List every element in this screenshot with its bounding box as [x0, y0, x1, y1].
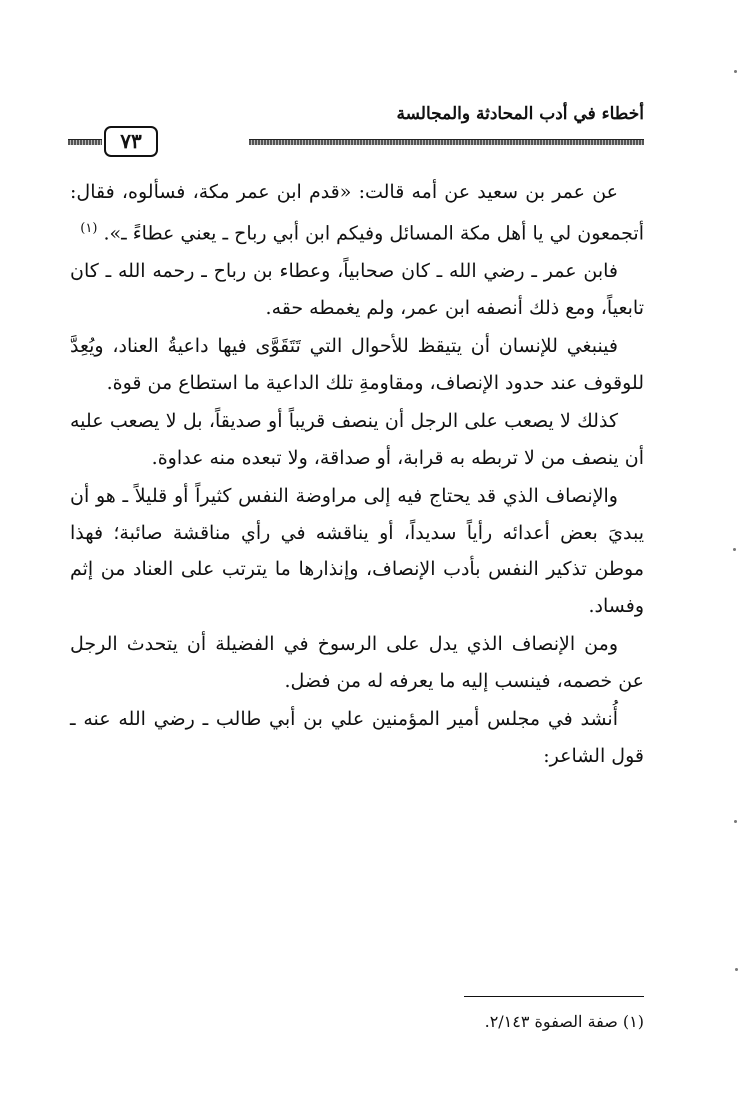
footnote-rule: [464, 996, 644, 997]
scan-speck: [735, 968, 738, 971]
footnote-reference: (١): [80, 220, 98, 236]
paragraph: [70, 174, 644, 251]
footnote: (١) صفة الصفوة ٢/١٤٣.: [484, 1012, 644, 1031]
paragraph: فينبغي للإنسان أن يتيقظ للأحوال التي تَتَقَوَّى فيها داعيةُ العناد، ويُعِدَّ للوقوف عند حدود الإنصاف، ومقاومةِ تلك الداعية ما استطاع من قوة.: [70, 335, 644, 394]
header-rule-short: [68, 139, 102, 145]
paragraph: ومن الإنصاف الذي يدل على الرسوخ في الفضيلة أن يتحدث الرجل عن خصمه، فينسب إليه ما يعرفه له من فضل.: [70, 633, 644, 692]
scan-speck: [734, 70, 737, 73]
scan-speck: [733, 548, 736, 551]
paragraph: والإنصاف الذي قد يحتاج فيه إلى مراوضة النفس كثيراً أو قليلاً ـ هو أن يبديَ بعض أعدائه رأياً سديداً، أو يناقشه في رأي مناقشة صائبة؛ فهذا موطن تذكير النفس بأدب الإنصاف، وإنذارها ما يترتب على العناد من إثم وفساد.: [70, 485, 644, 617]
header-rule: [249, 139, 644, 145]
page-number: ٧٣: [104, 126, 158, 157]
paragraph: فابن عمر ـ رضي الله ـ كان صحابياً، وعطاء بن رباح ـ رحمه الله ـ كان تابعياً، ومع ذلك أنصفه ابن عمر، ولم يغمطه حقه.: [70, 260, 644, 319]
paragraph: أُنشد في مجلس أمير المؤمنين علي بن أبي طالب ـ رضي الله عنه ـ قول الشاعر:: [70, 708, 644, 767]
paragraph-text: عن عمر بن سعيد عن أمه قالت: «قدم ابن عمر مكة، فسألوه، فقال: أتجمعون لي يا أهل مكة المسائل وفيكم ابن أبي رباح ـ يعني عطاءً ـ».: [70, 181, 644, 244]
body-text: [70, 174, 644, 774]
running-title: أخطاء في أدب المحادثة والمجالسة: [396, 104, 644, 124]
scan-speck: [734, 820, 737, 823]
paragraph: كذلك لا يصعب على الرجل أن ينصف قريباً أو صديقاً، بل لا يصعب عليه أن ينصف من لا تربطه به قرابة، أو صداقة، ولا تبعده منه عداوة.: [70, 410, 644, 469]
